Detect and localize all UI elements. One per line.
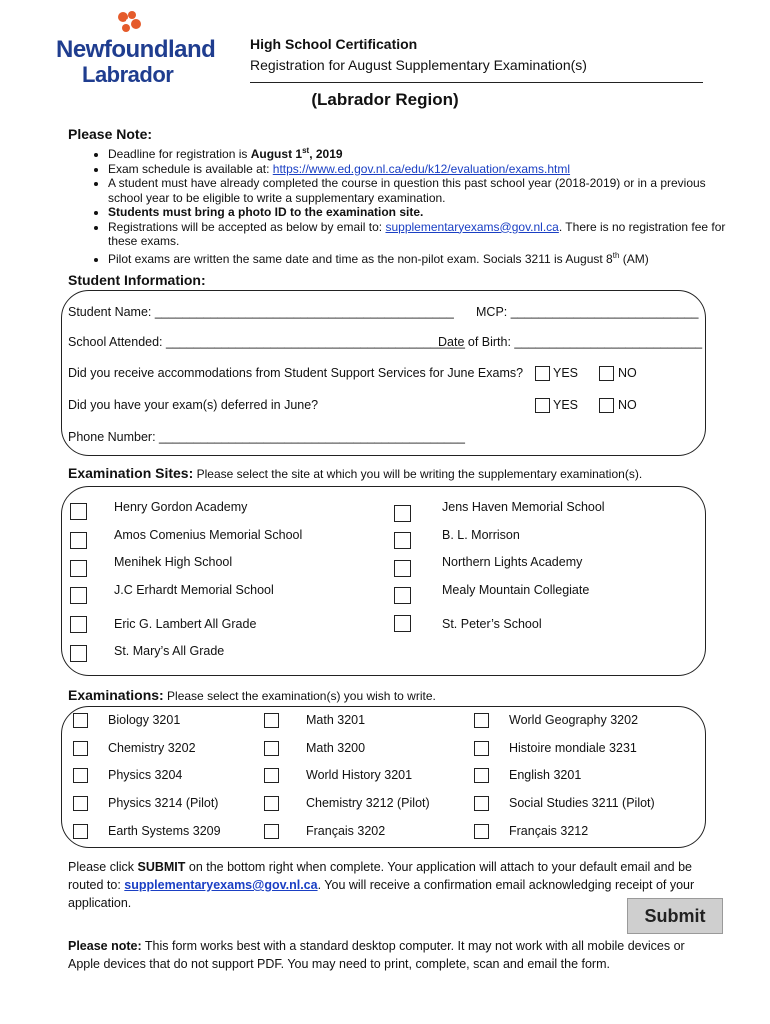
exam-label-chemistry-3202: Chemistry 3202 (108, 741, 196, 755)
accommodations-question: Did you receive accommodations from Student Support Services for June Exams? (68, 366, 524, 380)
deferred-yes-label: YES (553, 398, 579, 412)
logo-word-labrador: Labrador (82, 62, 174, 87)
site-label-northern-lights: Northern Lights Academy (442, 555, 583, 569)
exam-checkbox-chemistry-3212[interactable] (264, 796, 279, 811)
notes-list (74, 144, 728, 266)
site-label-st-peters: St. Peter’s School (442, 617, 542, 631)
site-checkbox-amos-comenius[interactable] (70, 532, 87, 549)
site-label-mealy-mountain: Mealy Mountain Collegiate (442, 583, 590, 597)
student-info-heading: Student Information: (68, 272, 206, 288)
phone-number-field[interactable]: Phone Number: ____________________________________________ (68, 430, 465, 444)
exam-checkbox-math-3201[interactable] (264, 713, 279, 728)
deferred-question: Did you have your exam(s) deferred in June? (68, 398, 319, 412)
site-label-st-marys: St. Mary’s All Grade (114, 644, 225, 658)
exam-label-physics-3214: Physics 3214 (Pilot) (108, 796, 219, 810)
exam-checkbox-biology-3201[interactable] (73, 713, 88, 728)
logo-word-newfoundland: Newfoundland (56, 36, 216, 63)
exam-label-earth-systems-3209: Earth Systems 3209 (108, 824, 221, 838)
deferred-no-label: NO (618, 398, 637, 412)
exam-label-biology-3201: Biology 3201 (108, 713, 181, 727)
mcp-field[interactable]: MCP: ___________________________ (476, 305, 699, 319)
exam-label-math-3201: Math 3201 (306, 713, 366, 727)
site-label-jens-haven: Jens Haven Memorial School (442, 500, 605, 514)
submit-instructions: Please click SUBMIT on the bottom right when complete. Your application will attach to your default email and be routed to: supplementaryexams@gov.nl.ca. You will receive a confirmation email acknowledging receipt of your application. (68, 860, 695, 910)
accommodations-no-label: NO (618, 366, 637, 380)
exam-label-english-3201: English 3201 (509, 768, 582, 782)
exam-checkbox-francais-3202[interactable] (264, 824, 279, 839)
exam-label-francais-3202: Français 3202 (306, 824, 386, 838)
accommodations-no-checkbox[interactable] (599, 366, 614, 381)
device-note: Please note: This form works best with a standard desktop computer. It may not work with all mobile devices or Apple devices that do not support PDF. You may need to print, complete, scan and email the form. (68, 939, 685, 971)
exam-checkbox-chemistry-3202[interactable] (73, 741, 88, 756)
site-checkbox-jc-erhardt[interactable] (70, 587, 87, 604)
header-divider (250, 82, 703, 83)
site-label-bl-morrison: B. L. Morrison (442, 528, 520, 542)
exam-label-physics-3204: Physics 3204 (108, 768, 183, 782)
exam-checkbox-world-history-3201[interactable] (264, 768, 279, 783)
exam-sites-heading: Examination Sites: Please select the site at which you will be writing the supplementary examination(s). (68, 465, 643, 481)
accommodations-yes-label: YES (553, 366, 579, 380)
exam-checkbox-world-geography-3202[interactable] (474, 713, 489, 728)
site-label-henry-gordon: Henry Gordon Academy (114, 500, 248, 514)
site-label-eric-lambert: Eric G. Lambert All Grade (114, 617, 257, 631)
exam-checkbox-physics-3214[interactable] (73, 796, 88, 811)
exam-checkbox-math-3200[interactable] (264, 741, 279, 756)
site-checkbox-menihek[interactable] (70, 560, 87, 577)
site-checkbox-henry-gordon[interactable] (70, 503, 87, 520)
newfoundland-labrador-logo (52, 10, 216, 87)
date-of-birth-field[interactable]: Date of Birth: ___________________________ (438, 335, 703, 349)
exam-label-math-3200: Math 3200 (306, 741, 366, 755)
site-checkbox-mealy-mountain[interactable] (394, 587, 411, 604)
form-subtitle: Registration for August Supplementary Examination(s) (250, 57, 587, 73)
note-eligibility: • A student must have already completed the course in question this past school year (2018-2019) or in a previous school year to be eligible to write a supplementary examination. (108, 176, 728, 205)
site-checkbox-st-peters[interactable] (394, 615, 411, 632)
site-label-amos-comenius: Amos Comenius Memorial School (114, 528, 303, 542)
exam-label-world-geography-3202: World Geography 3202 (509, 713, 639, 727)
note-email: • Registrations will be accepted as below by email to: supplementaryexams@gov.nl.ca. There is no registration fee for these exams. (108, 220, 728, 249)
exam-label-social-studies-3211: Social Studies 3211 (Pilot) (509, 796, 655, 810)
email-link[interactable]: supplementaryexams@gov.nl.ca (385, 219, 559, 234)
exam-checkbox-francais-3212[interactable] (474, 824, 489, 839)
exam-checkbox-english-3201[interactable] (474, 768, 489, 783)
submit-email-link[interactable]: supplementaryexams@gov.nl.ca (124, 878, 318, 892)
exam-checkbox-social-studies-3211[interactable] (474, 796, 489, 811)
site-checkbox-northern-lights[interactable] (394, 560, 411, 577)
exam-label-chemistry-3212: Chemistry 3212 (Pilot) (306, 796, 430, 810)
exam-checkbox-earth-systems-3209[interactable] (73, 824, 88, 839)
region-heading: (Labrador Region) (311, 90, 459, 109)
examinations-heading: Examinations: Please select the examination(s) you wish to write. (68, 687, 436, 703)
exam-label-francais-3212: Français 3212 (509, 824, 589, 838)
school-attended-field[interactable]: School Attended: ___________________________________________ (68, 335, 465, 349)
form-title: High School Certification (250, 36, 418, 52)
note-deadline: • Deadline for registration is August 1st, 2019 (108, 144, 728, 162)
exam-schedule-link[interactable]: https://www.ed.gov.nl.ca/edu/k12/evaluation/exams.html (272, 161, 571, 176)
accommodations-yes-checkbox[interactable] (535, 366, 550, 381)
deferred-no-checkbox[interactable] (599, 398, 614, 413)
deferred-yes-checkbox[interactable] (535, 398, 550, 413)
exam-checkbox-physics-3204[interactable] (73, 768, 88, 783)
please-note-heading: Please Note: (68, 126, 153, 142)
note-schedule: • Exam schedule is available at: https://www.ed.gov.nl.ca/edu/k12/evaluation/exams.html (108, 162, 728, 177)
site-checkbox-eric-lambert[interactable] (70, 616, 87, 633)
note-pilot: • Pilot exams are written the same date and time as the non-pilot exam. Socials 3211 is August 8th (AM) (108, 249, 728, 267)
site-label-jc-erhardt: J.C Erhardt Memorial School (114, 583, 274, 597)
exam-label-world-history-3201: World History 3201 (306, 768, 413, 782)
site-label-menihek: Menihek High School (114, 555, 233, 569)
student-name-field[interactable]: Student Name: ___________________________________________ (68, 305, 454, 319)
exam-checkbox-histoire-mondiale-3231[interactable] (474, 741, 489, 756)
submit-button[interactable]: Submit (627, 898, 723, 934)
site-checkbox-bl-morrison[interactable] (394, 532, 411, 549)
note-photo-id: • Students must bring a photo ID to the examination site. (108, 205, 728, 220)
site-checkbox-jens-haven[interactable] (394, 505, 411, 522)
site-checkbox-st-marys[interactable] (70, 645, 87, 662)
exam-label-histoire-mondiale-3231: Histoire mondiale 3231 (509, 741, 637, 755)
